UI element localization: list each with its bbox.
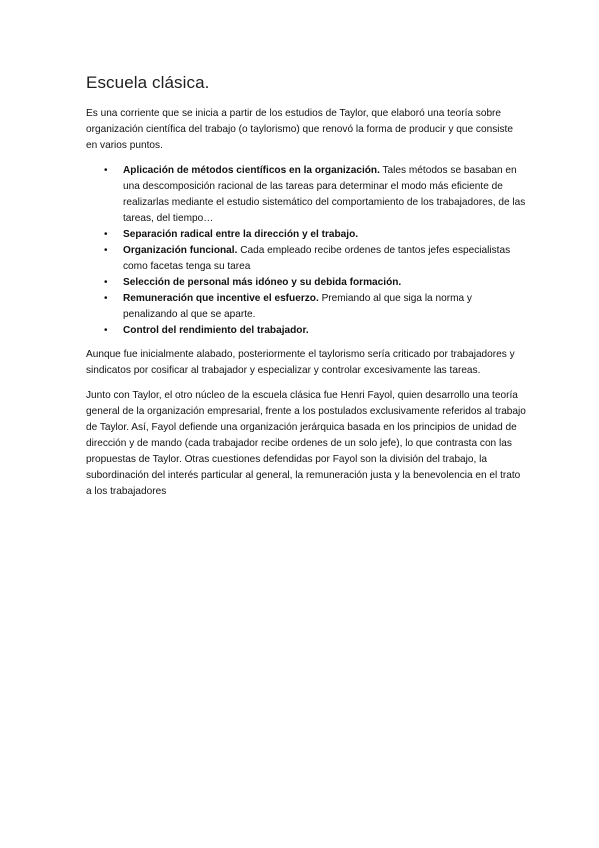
list-item-heading: Separación radical entre la dirección y el trabajo.: [123, 229, 359, 240]
list-item-text: Premiando al que siga la norma y penalizando al que se aparte.: [123, 293, 472, 320]
list-item: [86, 243, 526, 275]
list-item: [86, 291, 526, 323]
list-item-heading: Control del rendimiento del trabajador.: [123, 325, 309, 336]
bullet-icon: •: [104, 165, 108, 176]
bullet-icon: •: [104, 277, 108, 288]
list-item: [86, 275, 526, 291]
criticism-paragraph: Aunque fue inicialmente alabado, posteriormente el taylorismo sería criticado por trabajadores y sindicatos por cosificar al trabajador y especializar y controlar excesivamente las tareas.: [86, 349, 515, 376]
list-item: [86, 163, 526, 227]
bullet-icon: •: [104, 229, 108, 240]
bullet-icon: •: [104, 325, 108, 336]
list-item-heading: Aplicación de métodos científicos en la organización.: [123, 165, 380, 176]
intro-paragraph: Es una corriente que se inicia a partir de los estudios de Taylor, que elaboró una teoría sobre organización científica del trabajo (o taylorismo) que renovó la forma de producir y que consiste en varios puntos.: [86, 108, 513, 151]
bullet-icon: •: [104, 293, 108, 304]
list-item-text: Cada empleado recibe ordenes de tantos jefes especialistas como facetas tenga su tarea: [123, 245, 511, 272]
list-item: [86, 323, 526, 339]
taylor-points-list: [86, 163, 526, 339]
list-item-heading: Selección de personal más idóneo y su debida formación.: [123, 277, 402, 288]
list-item-heading: Organización funcional.: [123, 245, 238, 256]
bullet-icon: •: [104, 245, 108, 256]
list-item-text: Tales métodos se basaban en una descomposición racional de las tareas para determinar el modo más eficiente de realizarlas mediante el estudio sistemático del comportamiento de los trabajadores, de las tareas, del tiempo…: [123, 165, 526, 224]
list-item-heading: Remuneración que incentive el esfuerzo.: [123, 293, 319, 304]
list-item: [86, 227, 526, 243]
fayol-paragraph: Junto con Taylor, el otro núcleo de la escuela clásica fue Henri Fayol, quien desarrollo una teoría general de la organización empresarial, frente a los postulados exclusivamente referidos al trabajo de Taylor. Así, Fayol defiende una organización jerárquica basada en los principios de unidad de dirección y de mando (cada trabajador recibe ordenes de un solo jefe), lo que contrasta con las propuestas de Taylor. Otras cuestiones defendidas por Fayol son la división del trabajo, la subordinación del interés particular al general, la remuneración justa y la benevolencia en el trato a los trabajadores: [86, 390, 526, 497]
document-page: [86, 72, 526, 509]
page-title: Escuela clásica.: [86, 73, 210, 92]
